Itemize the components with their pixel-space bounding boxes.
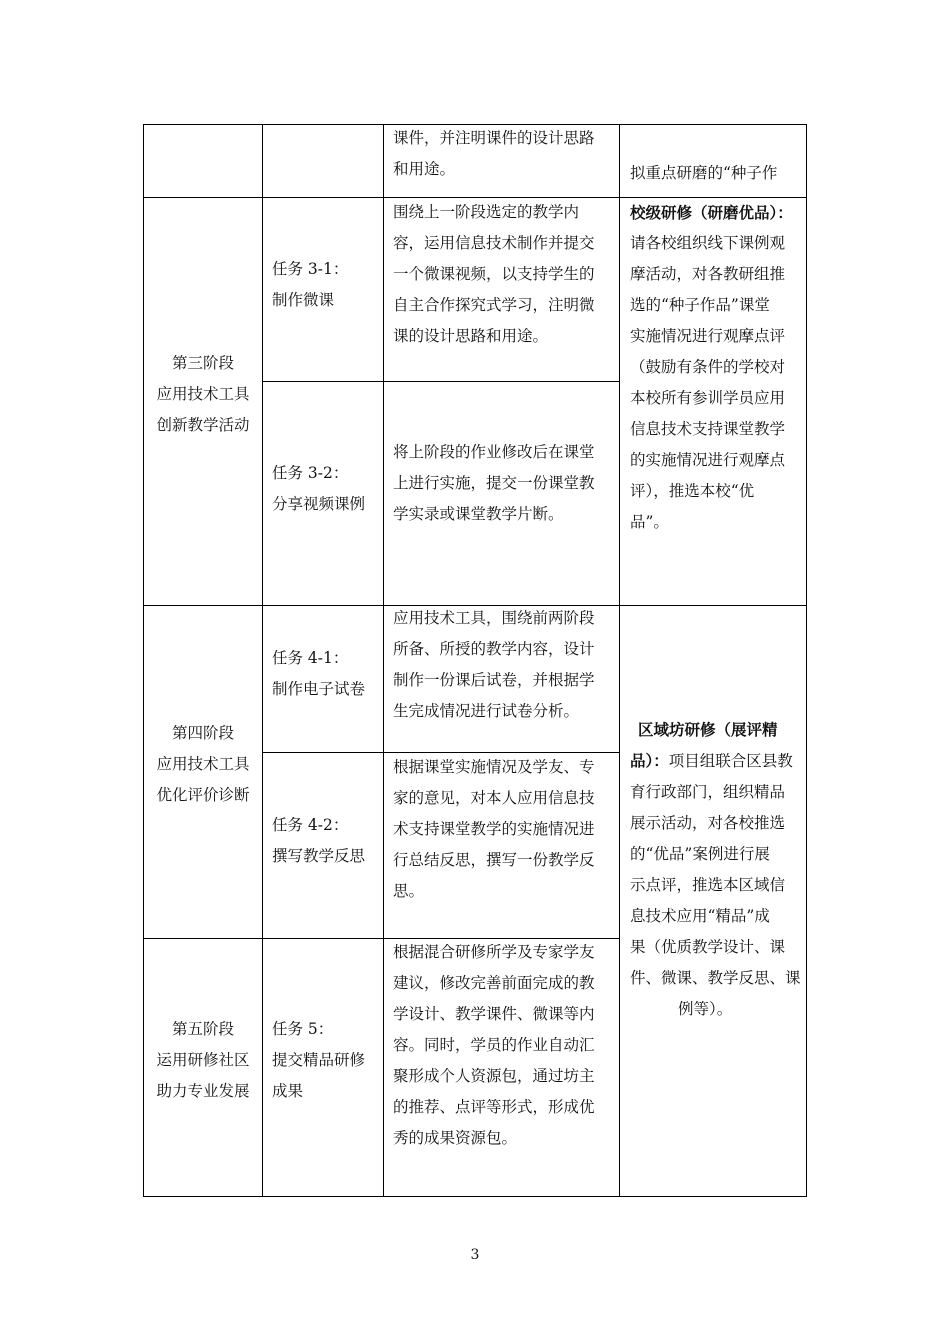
task-4-2-text [393,752,595,907]
table-col-divider [619,124,620,1197]
table-subrow-divider [262,381,619,382]
text-line: 件、微课、教学反思、课 [630,969,801,987]
stage-subtitle: 创新教学活动 [156,416,250,434]
task-title: 制作电子试卷 [272,680,366,698]
task-id: 任务 3-2： [272,464,349,482]
text-line: 一个微课视频，以支持学生的 [393,265,595,283]
text-line: 围绕上一阶段选定的教学内 [393,203,580,221]
cont-task-text [393,123,595,185]
text-line: 学设计、教学课件、微课等内 [393,1005,595,1023]
text-line: 家的意见，对本人应用信息技 [393,789,595,807]
table-border-right [806,124,807,1197]
text-line: 学实录或课堂教学片断。 [393,505,564,523]
text-line: 展示活动，对各校推选 [630,814,786,832]
stage-subtitle: 应用技术工具 [156,755,250,773]
task-title: 制作微课 [272,291,335,309]
task-3-1-name [272,254,348,316]
task-3-2-name [272,458,365,520]
stage-subtitle: 助力专业发展 [156,1082,250,1100]
task-3-1-text [393,197,595,352]
page-number: 3 [470,1247,480,1263]
regional-title: 区域坊研修（展评精 [638,720,778,739]
text-line: 请各校组织线下课例观 [630,234,786,252]
stage-subtitle: 运用研修社区 [156,1051,250,1069]
task-4-1-name [272,643,365,705]
table-col-divider [262,124,263,1197]
text-line: 和用途。 [393,160,456,178]
text-line: 的“优品”案例进行展 [630,845,770,863]
text-line: 术支持课堂教学的实施情况进 [393,820,595,838]
text-line: 秀的成果资源包。 [393,1129,518,1147]
text-line: 将上阶段的作业修改后在课堂 [393,443,595,461]
task-id: 任务 5： [272,1020,334,1038]
regional-title-line2 [630,745,801,777]
regional-cell [630,714,801,1025]
text-line: 信息技术支持课堂教学 [630,420,786,438]
text-line: 根据混合研修所学及专家学友 [393,943,595,961]
text-line: 实施情况进行观摩点评 [630,327,786,345]
stage-title: 第五阶段 [171,1020,234,1038]
text-line: 摩活动，对各教研组推 [630,265,786,283]
text-line: 聚形成个人资源包，通过坊主 [393,1067,595,1085]
text-line: 所备、所授的教学内容，设计 [393,640,595,658]
stage-title: 第四阶段 [171,724,234,742]
task-id: 任务 3-1： [272,260,349,278]
task-title: 成果 [272,1082,304,1100]
text-line: 拟重点研磨的“种子作 [630,164,778,182]
text-line: 课件，并注明课件的设计思路 [393,129,595,147]
stage-title: 第三阶段 [171,354,234,372]
text-line: 课的设计思路和用途。 [393,327,549,345]
text-line: 思。 [393,882,425,900]
text-line: 自主合作探究式学习，注明微 [393,296,595,314]
text-line: 的推荐、点评等形式，形成优 [393,1098,595,1116]
text-line: 行总结反思，撰写一份教学反 [393,851,595,869]
task-title: 分享视频课例 [272,495,366,513]
text-line: 选的“种子作品”课堂 [630,296,770,314]
text-fragment: 项目组联合区县教 [668,752,793,770]
text-line: （鼓励有条件的学校对 [630,358,786,376]
text-line: 容，运用信息技术制作并提交 [393,234,595,252]
text-line: 的实施情况进行观摩点 [630,451,786,469]
text-line: 息技术应用“精品”成 [630,907,770,925]
stage-subtitle: 优化评价诊断 [156,786,250,804]
text-line: 容。同时，学员的作业自动汇 [393,1036,595,1054]
text-line: 制作一份课后试卷，并根据学 [393,671,595,689]
stage-5-cell [144,1014,262,1107]
text-line: 果（优质教学设计、课 [630,938,786,956]
regional-title-end: 品）： [630,751,669,770]
table-border-bottom [143,1196,807,1197]
task-4-2-name [272,810,365,872]
text-line: 例等）。 [678,1000,733,1018]
stage-subtitle: 应用技术工具 [156,385,250,403]
stage-3-cell [144,348,262,441]
stage-4-cell [144,718,262,811]
school-level-cell [630,197,793,538]
text-line: 品”。 [630,513,669,531]
task-title: 撰写教学反思 [272,847,366,865]
task-title: 提交精品研修 [272,1051,366,1069]
text-line: 根据课堂实施情况及学友、专 [393,758,595,776]
text-line: 应用技术工具，围绕前两阶段 [393,609,595,627]
task-5-name [272,1014,365,1107]
text-line: 建议，修改完善前面完成的教 [393,974,595,992]
task-4-1-text [393,603,595,727]
text-line: 本校所有参训学员应用 [630,389,786,407]
text-line: 评），推选本校“优 [630,482,755,500]
school-level-title: 校级研修（研磨优品）： [630,203,793,222]
cont-right-text [630,158,777,189]
table-col-divider [383,124,384,1197]
text-line: 育行政部门，组织精品 [630,783,786,801]
text-line: 上进行实施，提交一份课堂教 [393,474,595,492]
text-line: 示点评，推选本区域信 [630,876,786,894]
text-line: 生完成情况进行试卷分析。 [393,702,580,720]
task-3-2-text [393,437,595,530]
task-id: 任务 4-2： [272,816,349,834]
task-id: 任务 4-1： [272,649,349,667]
task-5-text [393,937,595,1154]
